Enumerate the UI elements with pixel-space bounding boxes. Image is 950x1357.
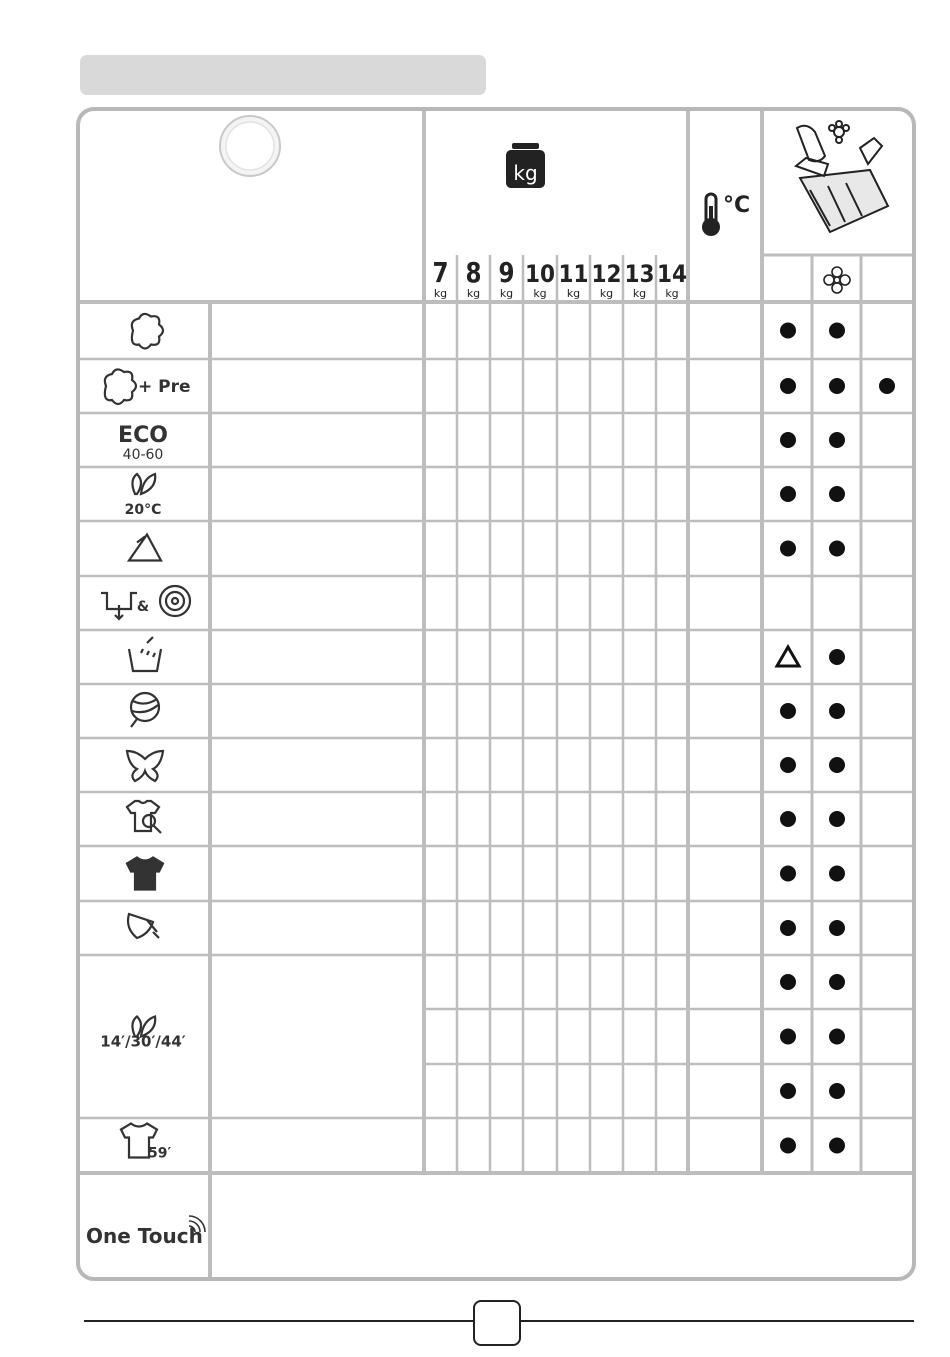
load-unit: kg [533,287,547,300]
page-number-box [473,1300,521,1346]
dot-mark [829,378,845,394]
dot-mark [780,323,796,339]
one-touch-label: One Touch [86,1224,203,1248]
load-value-10: 10 [525,260,555,288]
dot-mark [780,486,796,502]
dot-mark [829,1029,845,1045]
load-value-13: 13 [624,260,655,288]
kg-weight-icon [506,143,545,188]
dot-mark [780,378,796,394]
dot-mark [780,541,796,557]
leaf-icon [132,474,155,494]
detergent-drawer-icon [796,121,888,232]
load-value-8: 8 [465,256,482,289]
dot-mark [780,757,796,773]
shirt-stain-icon [127,801,161,833]
dot-mark [780,1083,796,1099]
butterfly-delicate-icon [127,751,163,781]
program-label: 20°C [124,502,162,518]
triangle-mark [777,647,799,666]
dot-mark [829,432,845,448]
load-value-11: 11 [558,260,589,288]
dot-mark [780,974,796,990]
dot-mark [780,703,796,719]
thermometer-icon [702,194,720,236]
load-unit: kg [665,287,679,300]
dot-mark [829,974,845,990]
program-label: + Pre [138,377,191,397]
program-label: 14′/30′/44′ [100,1032,186,1051]
dot-mark [780,1029,796,1045]
dot-mark [829,1138,845,1154]
load-unit: kg [599,287,614,300]
load-value-14: 14 [657,260,687,288]
wool-yarn-icon [131,693,159,727]
load-unit: kg [466,287,481,300]
dot-mark [829,703,845,719]
cotton-icon [105,369,136,404]
dot-mark [829,866,845,882]
load-value-7: 7 [432,256,449,289]
dot-mark [780,1138,796,1154]
dot-mark [780,920,796,936]
dot-mark [829,811,845,827]
dot-mark [829,323,845,339]
temperature-unit: °C [723,193,751,218]
program-label: ECO [118,423,168,448]
major-dividers [80,111,912,1277]
rinse-shower-icon [129,637,161,671]
dot-mark [829,757,845,773]
dot-mark [829,920,845,936]
dot-mark [780,866,796,882]
dot-mark [879,378,895,394]
load-value-12: 12 [591,260,622,288]
dot-mark [829,486,845,502]
dot-mark [829,1083,845,1099]
program-label: & [136,599,150,615]
cotton-icon [132,314,163,349]
synthetic-triangle-icon [129,535,161,561]
tshirt-dark-icon [127,858,163,890]
hygiene-baby-icon [128,914,159,938]
program-label: 59′ [148,1145,172,1162]
load-unit: kg [632,287,647,300]
load-unit: kg [499,287,514,300]
dot-mark [829,541,845,557]
dot-mark [780,432,796,448]
load-value-9: 9 [498,256,515,289]
load-unit: kg [566,287,581,300]
table-frame [78,109,914,1279]
softener-flower-icon [824,267,850,293]
load-unit: kg [433,287,448,300]
svg-text:kg: kg [513,161,538,185]
dot-mark [780,811,796,827]
dot-mark [829,649,845,665]
program-sublabel: 40-60 [122,447,164,463]
